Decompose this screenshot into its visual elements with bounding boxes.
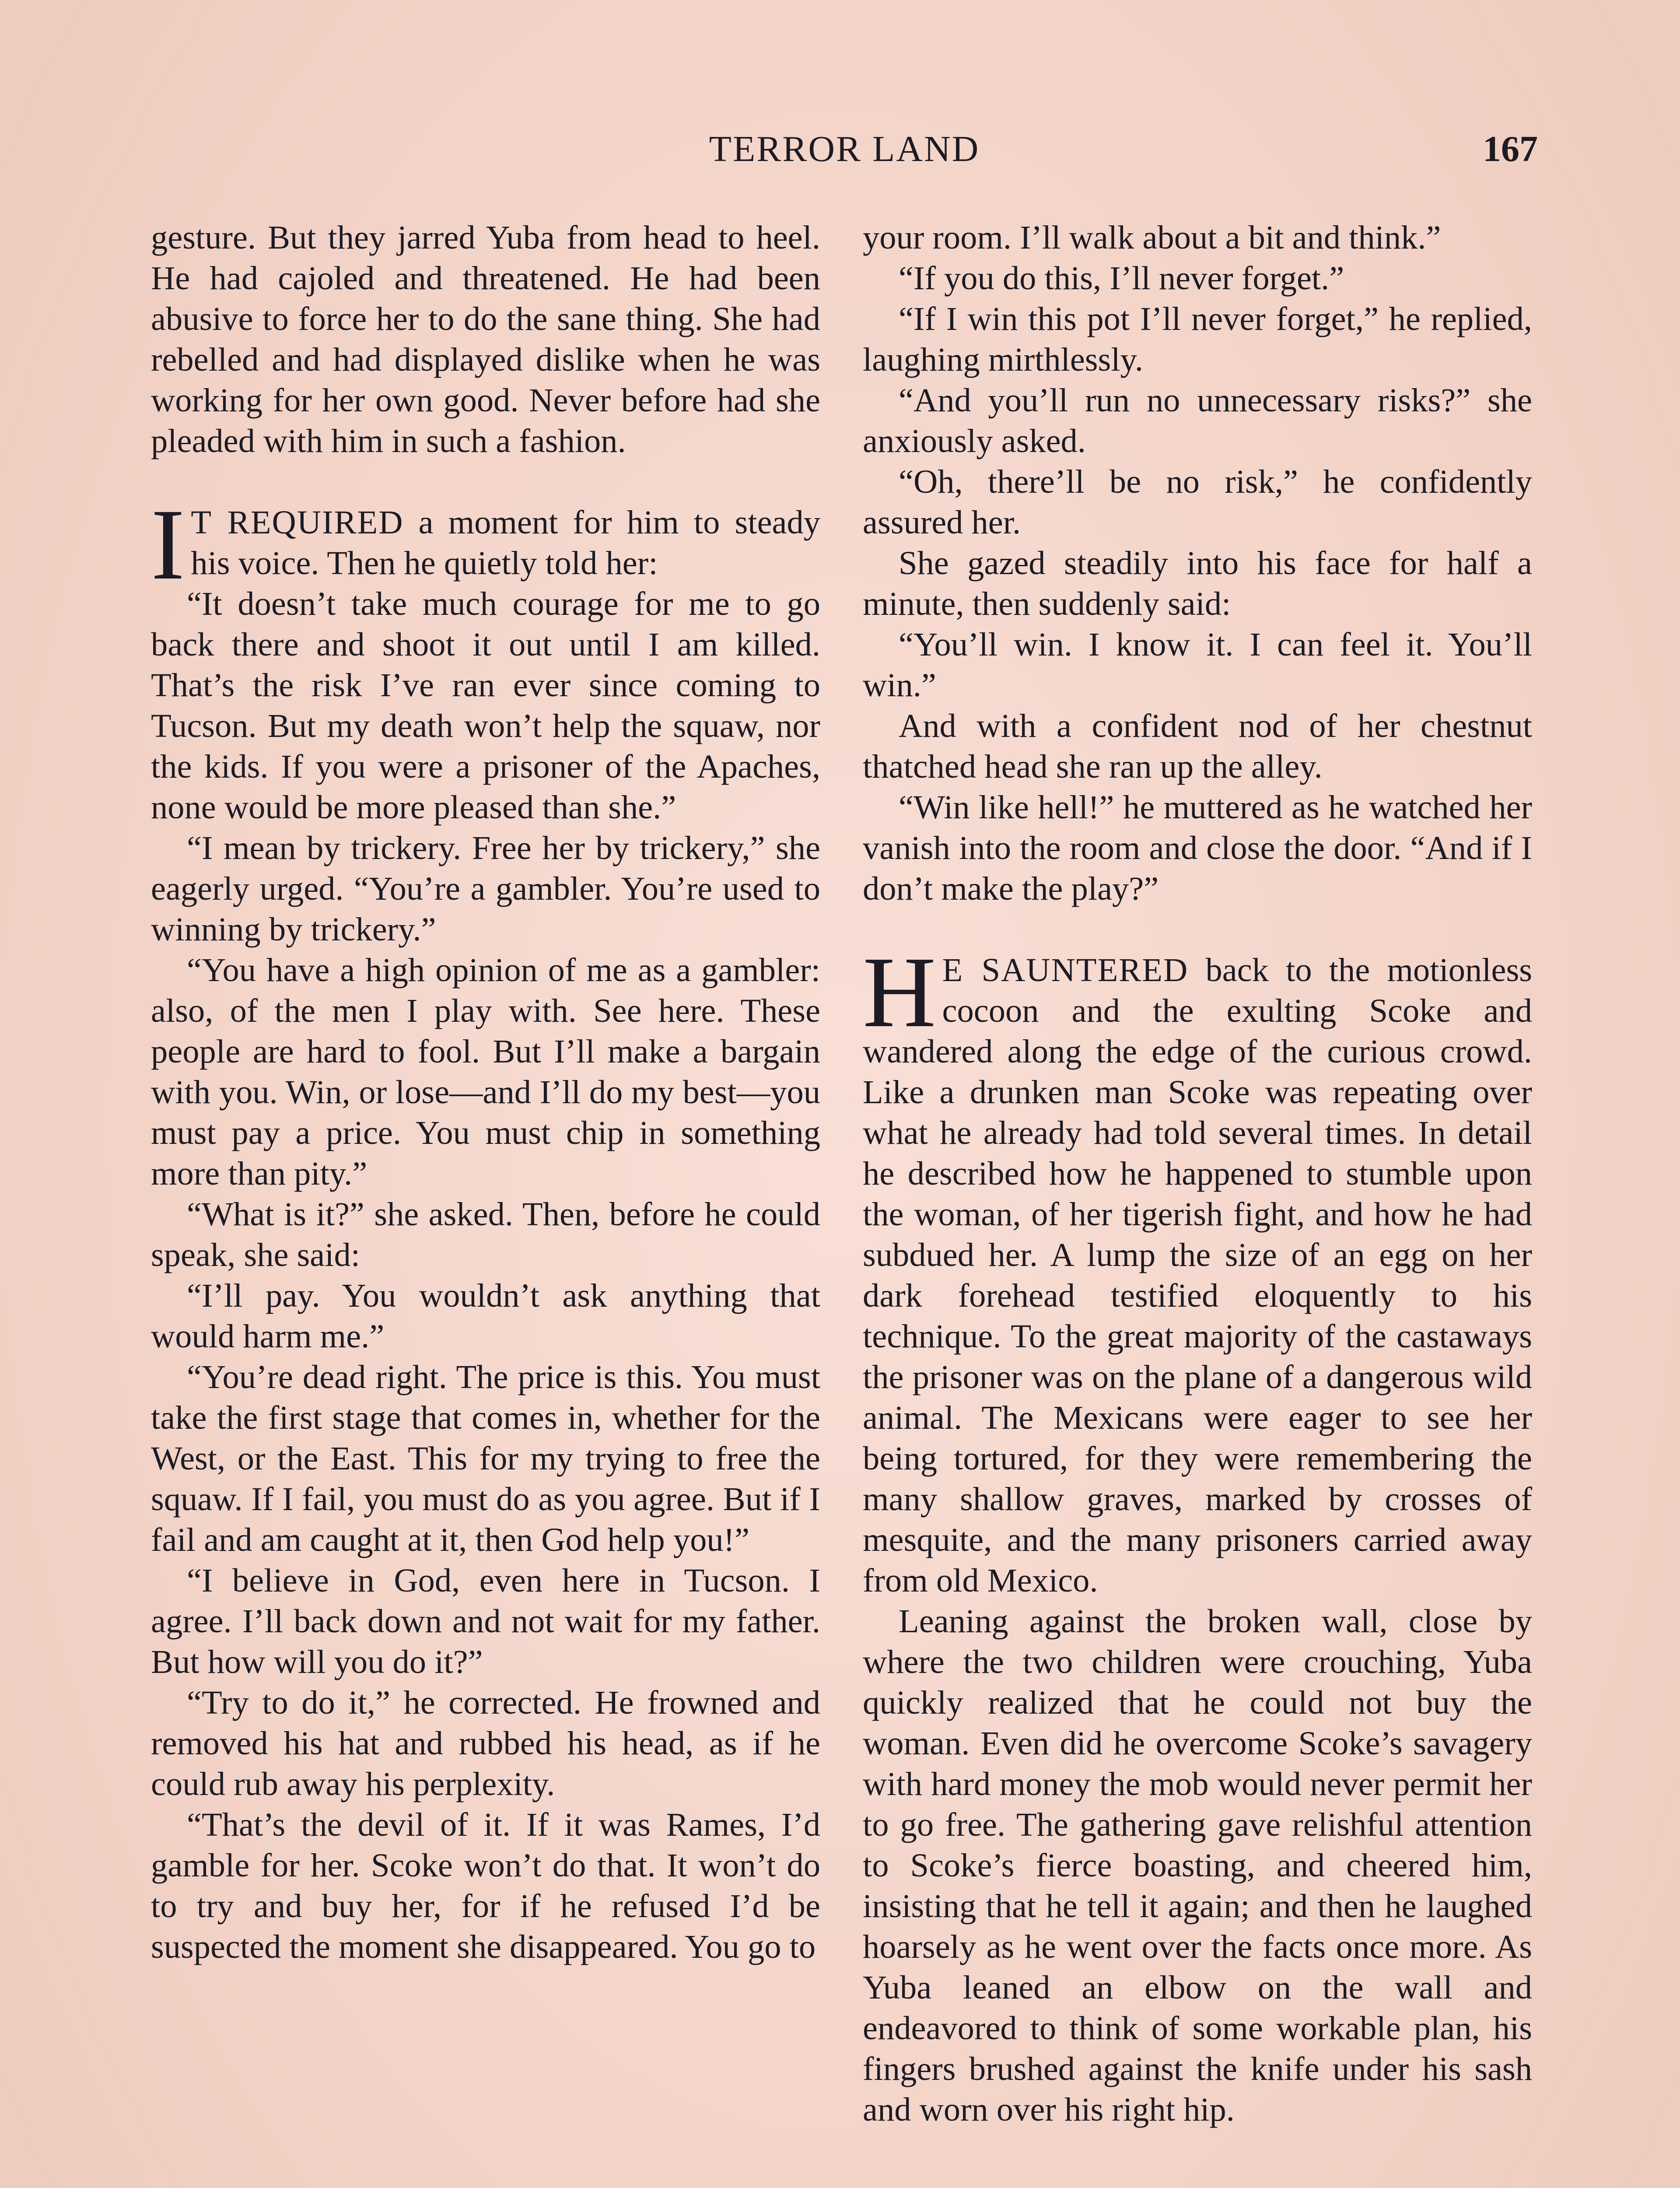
page-header bbox=[151, 128, 1538, 180]
paragraph: “Try to do it,” he corrected. He frowned and removed his hat and rubbed his head, as if he could rub away his perplexity. bbox=[151, 1684, 820, 1802]
paragraph: She gazed steadily into his face for half a minute, then suddenly said: bbox=[863, 544, 1532, 622]
paragraph: “What is it?” she asked. Then, before he could speak, she said: bbox=[151, 1196, 820, 1273]
running-title: TERROR LAND bbox=[709, 129, 980, 169]
section-opening-text: a moment for him to steady his voice. Then he quietly told her: bbox=[191, 504, 820, 582]
paragraph: “It doesn’t take much courage for me to go back there and shoot it out until I am killed. That’s the risk I’ve ran ever since coming to Tucson. But my death won’t help the squaw, nor the kids. If you were a prisoner of the Apaches, none would be more pleased than she.” bbox=[151, 585, 820, 826]
paragraph: “You’ll win. I know it. I can feel it. You’ll win.” bbox=[863, 626, 1532, 704]
paragraph: “I believe in God, even here in Tucson. I agree. I’ll back down and not wait for my father. But how will you do it?” bbox=[151, 1562, 820, 1680]
paragraph: “You have a high opinion of me as a gambler: also, of the men I play with. See here. These people are hard to fool. But I’ll make a bargain with you. Win, or lose—and I’ll do my best—you must pay a price. You must chip in something more than pity.” bbox=[151, 951, 820, 1192]
paragraph: Leaning against the broken wall, close by where the two children were crouching, Yuba quickly realized that he could not buy the woman. Even did he overcome Scoke’s savagery with hard money the mob would never permit her to go free. The gathering gave relishful attention to Scoke’s fierce boasting, and cheered him, insisting that he tell it again; and then he laughed hoarsely as he went over the facts once more. As Yuba leaned an elbow on the wall and endeavored to think of some workable plan, his fingers brushed against the knife under his sash and worn over his right hip. bbox=[863, 1602, 1532, 2128]
paragraph: gesture. But they jarred Yuba from head to heel. He had cajoled and threatened. He had been abusive to force her to do the sane thing. She had rebelled and had displayed dislike when he was working for her own good. Never before had she pleaded with him in such a fashion. bbox=[151, 219, 820, 459]
paragraph: “And you’ll run no unnecessary risks?” she anxiously asked. bbox=[863, 382, 1532, 459]
drop-cap: I bbox=[151, 488, 185, 601]
paragraph: your room. I’ll walk about a bit and think.” bbox=[863, 219, 1441, 256]
paragraph: And with a confident nod of her chestnut thatched head she ran up the alley. bbox=[863, 707, 1532, 785]
lead-in-words: T REQUIRED bbox=[191, 504, 404, 541]
section-opening-paragraph bbox=[863, 936, 1532, 1601]
paragraph: “You’re dead right. The price is this. You must take the first stage that comes in, whether for the West, or the East. This for my trying to free the squaw. If I fail, you must do as you agree. But if I fail and am caught at it, then God help you!” bbox=[151, 1358, 820, 1558]
right-column bbox=[863, 217, 1532, 2130]
paragraph: “If I win this pot I’ll never forget,” he replied, laughing mirthlessly. bbox=[863, 300, 1532, 378]
lead-in-words: E SAUNTERED bbox=[942, 951, 1189, 989]
section-opening-text: back to the motionless cocoon and the exulting Scoke and wandered along the edge of the curious crowd. Like a drunken man Scoke was repeating over what he already had told several times. In detail he described how he happened to stumble upon the woman, of her tigerish fight, and how he had subdued her. A lump the size of an egg on her dark forehead testified eloquently to his technique. To the great majority of the castaways the prisoner was on the plane of a dangerous wild animal. The Mexicans were eager to see her being tortured, for they were remembering the many shallow graves, marked by crosses of mesquite, and the many prisoners carried away from old Mexico. bbox=[863, 951, 1532, 1599]
page-number: 167 bbox=[1483, 129, 1538, 169]
paragraph: “If you do this, I’ll never forget.” bbox=[899, 259, 1344, 297]
paragraph: “I’ll pay. You wouldn’t ask anything that would harm me.” bbox=[151, 1277, 820, 1355]
paragraph: “Win like hell!” he muttered as he watched her vanish into the room and close the door. “And if I don’t make the play?” bbox=[863, 789, 1532, 907]
paragraph: “That’s the devil of it. If it was Rames, I’d gamble for her. Scoke won’t do that. It won’t do to try and buy her, for if he refused I’d be suspected the moment she disappeared. You go to bbox=[151, 1806, 820, 1965]
paragraph: “Oh, there’ll be no risk,” he confidently assured her. bbox=[863, 463, 1532, 541]
left-column bbox=[151, 217, 820, 1967]
drop-cap: H bbox=[863, 936, 936, 1048]
section-opening-paragraph bbox=[151, 488, 820, 601]
paragraph: “I mean by trickery. Free her by trickery,” she eagerly urged. “You’re a gambler. You’re used to winning by trickery.” bbox=[151, 829, 820, 948]
